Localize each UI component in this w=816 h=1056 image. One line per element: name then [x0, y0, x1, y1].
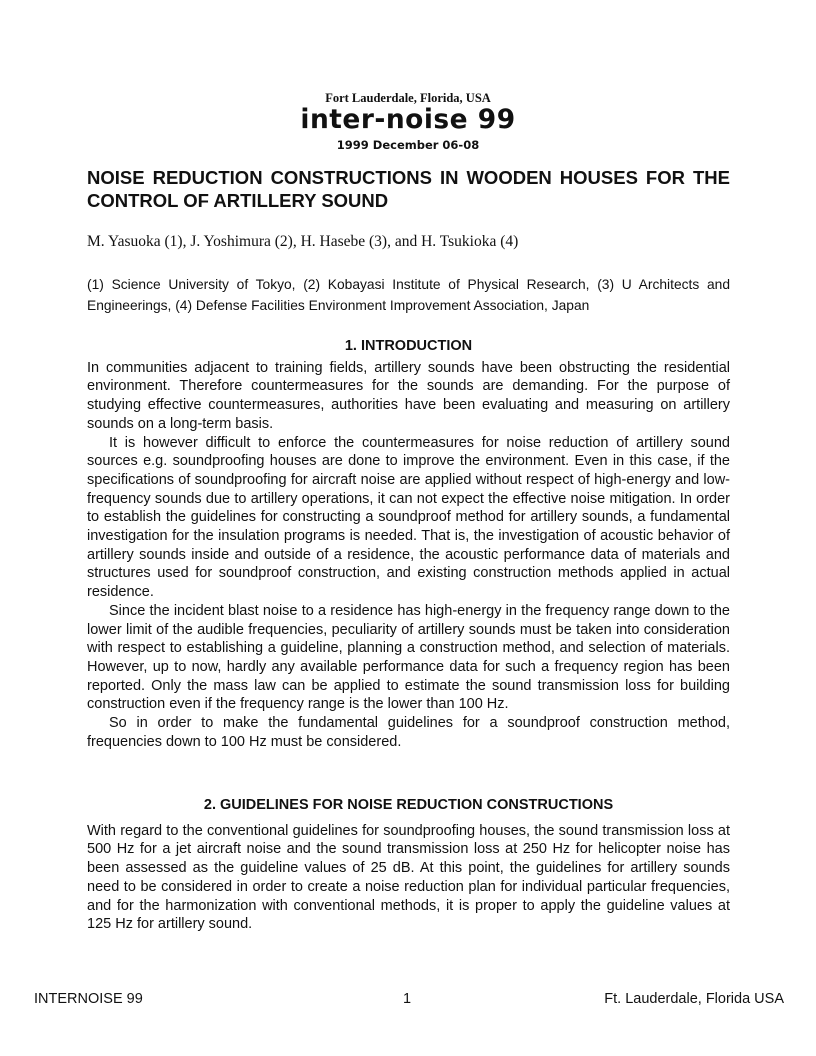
paragraph: With regard to the conventional guidelines for soundproofing houses, the sound transmission loss at 500 Hz for a jet aircraft noise and the sound transmission loss at 250 Hz for helicopter noise has been assessed as the guideline values of 25 dB. At this point, the guidelines for artillery sounds need to be considered in order to create a noise reduction plan for individual particular frequencies, and for the harmonization with conventional methods, it is proper to apply the guideline values at 125 Hz for artillery sound.: [87, 822, 730, 933]
section-heading: 2. GUIDELINES FOR NOISE REDUCTION CONSTRUCTIONS: [203, 797, 614, 813]
paragraph: It is however difficult to enforce the countermeasures for noise reduction of artillery sound sources e.g. soundproofing houses are done to improve the environment. Even in this case, if the specifications of soundproofing for aircraft noise are applied without respect of high-energy and low-frequency sounds due to artillery operations, it can not expect the effective noise mitigation. In order to establish the guidelines for constructing a soundproof method for artillery sounds, a fundamental investigation for the insulation programs is needed. That is, the investigation of acoustic behavior of artillery sounds inside and outside of a residence, the acoustic performance data of materials and structures used for soundproof construction, and existing construction methods applied in actual residence.: [87, 434, 730, 601]
conference-dates: 1999 December 06-08: [336, 138, 480, 152]
paper-affiliations: (1) Science University of Tokyo, (2) Kobayasi Institute of Physical Research, (3) U Architects and Engineerings, (4) Defense Facilities Environment Improvement Association, Japan: [87, 277, 730, 313]
section-heading: 1. INTRODUCTION: [344, 338, 473, 354]
footer-conference: INTERNOISE 99: [34, 991, 143, 1007]
footer-location: Ft. Lauderdale, Florida USA: [604, 991, 784, 1007]
paragraph: Since the incident blast noise to a residence has high-energy in the frequency range down to the lower limit of the audible frequencies, peculiarity of artillery sounds must be taken into consideration with respect to establishing a guideline, planning a construction method, and selection of materials. However, up to now, hardly any available performance data for such a frequency region has been reported. Only the mass law can be applied to estimate the sound transmission loss for building construction even if the frequency range is the lower than 100 Hz.: [87, 602, 730, 713]
conference-location: Fort Lauderdale, Florida, USA: [325, 91, 491, 105]
paper-title: NOISE REDUCTION CONSTRUCTIONS IN WOODEN HOUSES FOR THE CONTROL OF ARTILLERY SOUND: [87, 167, 730, 211]
paragraph: In communities adjacent to training fields, artillery sounds have been obstructing the residential environment. Therefore countermeasures for the sounds are demanding. For the purpose of studying effective countermeasures, authorities have been evaluating and measuring on artillery sounds on a long-term basis.: [87, 359, 730, 432]
paragraph: So in order to make the fundamental guidelines for a soundproof construction method, frequencies down to 100 Hz must be considered.: [87, 715, 730, 750]
page-number: 1: [403, 991, 412, 1007]
section-introduction: [87, 337, 730, 751]
section-guidelines: [87, 796, 730, 934]
conference-logo: inter-noise 99: [300, 104, 516, 135]
paper-authors: M. Yasuoka (1), J. Yoshimura (2), H. Hasebe (3), and H. Tsukioka (4): [87, 233, 519, 250]
